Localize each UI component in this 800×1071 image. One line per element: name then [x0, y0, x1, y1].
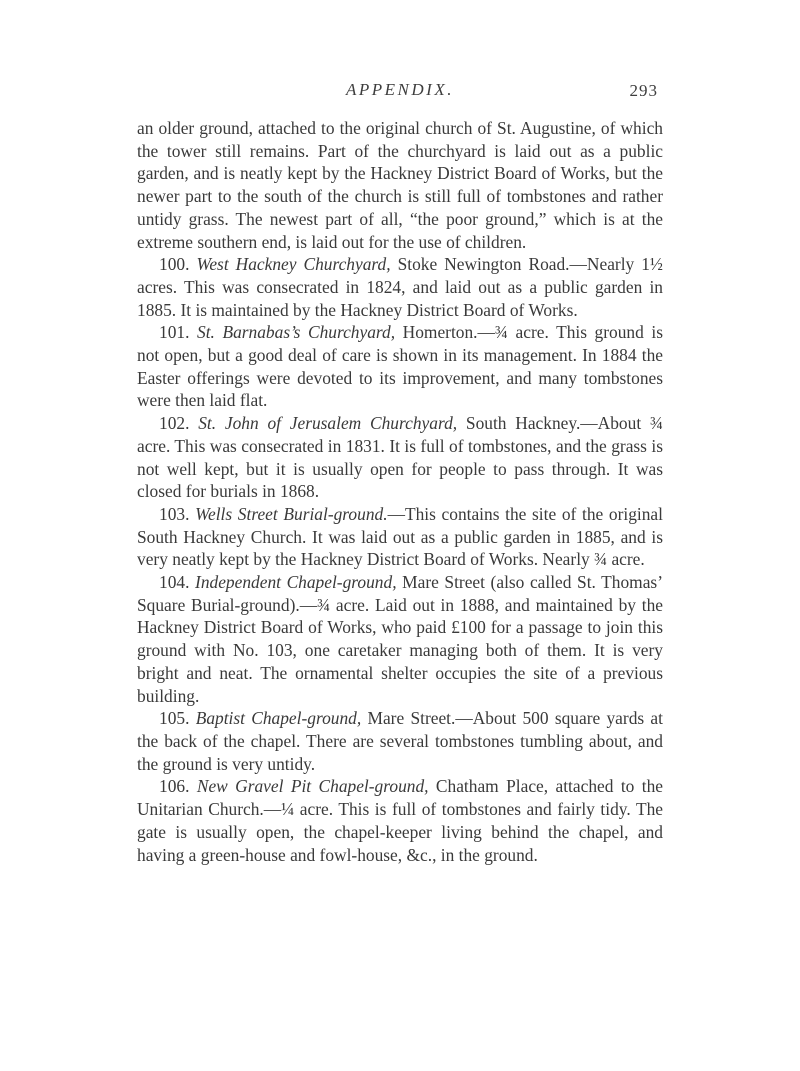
entry-text: Mare Street.—About 500 square yards at the back of the chapel. There are several tombstones tumbling about, and the ground is very untidy. — [137, 708, 663, 774]
body-text — [137, 117, 663, 866]
entry-101 — [137, 321, 663, 412]
entry-number: 102. — [159, 413, 190, 434]
entry-number: 104. — [159, 572, 190, 593]
entry-text: Chatham Place, attached to the Unitarian Church.—¼ acre. This is full of tombstones and fairly tidy. The gate is usually open, the chapel-keeper living behind the chapel, and having a green-house and fowl-house, &c., in the ground. — [137, 776, 664, 865]
page-number: 293 — [629, 81, 658, 100]
entry-text: South Hackney.—About ¾ acre. This was consecrated in 1831. It is full of tombstones, and the grass is not well kept, but it is usually open for people to pass through. It was closed for burials in 1868. — [137, 413, 663, 502]
entry-number: 105. — [159, 708, 190, 729]
entry-number: 100. — [159, 254, 190, 275]
continued-paragraph: an older ground, attached to the original church of St. Augustine, of which the tower still remains. Part of the churchyard is laid out as a public garden, and is neatly kept by the Hackney District Board of Works, but the newer part to the south of the church is still full of tombstones and rather untidy grass. The newest part of all, “the poor ground,” which is at the extreme southern end, is laid out for the use of children. — [137, 118, 663, 252]
entry-name: St. Barnabas’s Churchyard, — [197, 322, 396, 343]
entry-text: —This contains the site of the original South Hackney Church. It was laid out as a public garden in 1885, and is very neatly kept by the Hackney District Board of Works. Nearly ¾ acre. — [137, 503, 663, 570]
entry-text: Stoke Newington Road.—Nearly 1½ acres. This was consecrated in 1824, and laid out as a public garden in 1885. It is maintained by the Hackney District Board of Works. — [137, 254, 663, 320]
entry-102 — [137, 412, 663, 503]
entry-name: St. John of Jerusalem Churchyard, — [198, 413, 458, 434]
running-head — [0, 80, 800, 104]
entry-103 — [137, 503, 663, 571]
running-head-title: APPENDIX. — [346, 80, 454, 99]
entry-name: Baptist Chapel-ground, — [195, 708, 362, 729]
entry-name: New Gravel Pit Chapel-ground, — [196, 776, 429, 797]
entry-number: 101. — [159, 322, 190, 343]
entry-name: West Hackney Churchyard, — [196, 254, 391, 275]
entry-name: Wells Street Burial-ground. — [195, 503, 388, 524]
entry-number: 106. — [159, 776, 190, 797]
entry-106 — [137, 775, 663, 866]
entry-name: Independent Chapel-ground, — [195, 572, 397, 593]
entry-text: Homerton.—¾ acre. This ground is not open, but a good deal of care is shown in its management. In 1884 the Easter offerings were devoted to its improvement, and many tombstones were then laid flat. — [137, 322, 663, 411]
entry-104 — [137, 571, 663, 707]
entry-100 — [137, 253, 663, 321]
entry-number: 103. — [159, 503, 190, 524]
entry-105 — [137, 707, 663, 775]
entry-text: Mare Street (also called St. Thomas’ Square Burial-ground).—¾ acre. Laid out in 1888, and maintained by the Hackney District Board of Works, who paid £100 for a passage to join this ground with No. 103, one caretaker managing both of them. It is very bright and neat. The ornamental shelter occupies the site of a previous building. — [137, 572, 663, 706]
